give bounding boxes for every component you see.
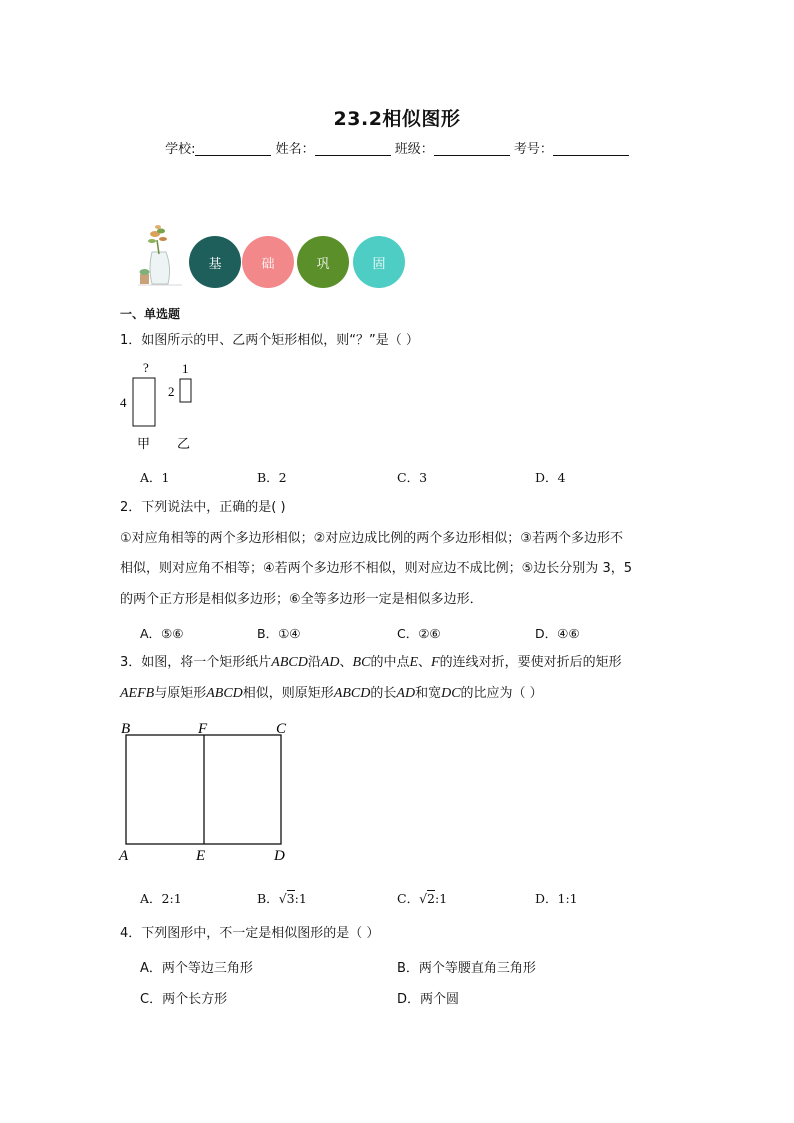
school-label: 学校: [165, 142, 196, 157]
banner-circle-3: 巩 [297, 236, 349, 288]
jia-top-label: ? [143, 360, 149, 375]
q3-option-a[interactable]: A．2:1 [140, 891, 182, 906]
q4-option-d[interactable]: D．两个圆 [397, 992, 460, 1007]
question-1-figure [115, 358, 215, 458]
student-info-row [0, 138, 794, 157]
sqrt-symbol: √ [278, 891, 287, 906]
question-3-figure [115, 716, 300, 866]
question-3-line-2: AEFB与原矩形ABCD相似，则原矩形ABCD的长AD和宽DC的比应为（ ） [120, 686, 543, 701]
question-2-stem: 2．下列说法中，正确的是( ) [120, 500, 286, 515]
class-label: 班级： [394, 142, 434, 157]
vertex-b: B [121, 721, 131, 737]
q4-option-a[interactable]: A．两个等边三角形 [140, 961, 253, 976]
question-2-line-3: 的两个正方形是相似多边形；⑥全等多边形一定是相似多边形． [120, 592, 483, 607]
name-blank[interactable] [315, 141, 391, 156]
q1-option-c[interactable]: C．3 [397, 470, 428, 485]
name-label: 姓名： [275, 142, 315, 157]
plant-vase-icon [138, 222, 184, 290]
school-blank[interactable] [195, 141, 271, 156]
question-3-line-1: 3．如图，将一个矩形纸片ABCD沿AD、BC的中点E、F的连线对折，要使对折后的矩形 [120, 655, 622, 670]
vertex-c: C [276, 721, 287, 737]
banner-circle-4: 固 [353, 236, 405, 288]
q2-option-b[interactable]: B．①④ [257, 626, 301, 641]
exam-no-blank[interactable] [553, 141, 629, 156]
q4-option-c[interactable]: C．两个长方形 [140, 992, 228, 1007]
class-blank[interactable] [434, 141, 510, 156]
question-1-stem: 1．如图所示的甲、乙两个矩形相似，则“？”是（ ） [120, 333, 419, 348]
vertex-e: E [196, 848, 206, 864]
question-2-line-2: 相似，则对应角不相等；④若两个多边形不相似，则对应边不成比例；⑤边长分别为 3，5 [120, 561, 632, 576]
section-title: 一、单选题 [120, 307, 181, 321]
q3-option-c[interactable]: C．√2:1 [397, 891, 448, 906]
sqrt-symbol: √ [419, 891, 428, 906]
q4-option-b[interactable]: B．两个等腰直角三角形 [397, 961, 536, 976]
jia-side-label: 4 [120, 395, 127, 410]
vertex-a: A [119, 848, 129, 864]
banner-circle-1: 基 [189, 236, 241, 288]
q2-option-c[interactable]: C．②⑥ [397, 626, 441, 641]
q3-option-b[interactable]: B．√3:1 [257, 891, 307, 906]
question-4-stem: 4．下列图形中，不一定是相似图形的是（ ） [120, 926, 380, 941]
vertex-d: D [274, 848, 285, 864]
banner-circle-2: 础 [242, 236, 294, 288]
q1-option-a[interactable]: A．1 [140, 470, 170, 485]
exam-no-label: 考号： [513, 142, 553, 157]
q3-option-d[interactable]: D．1:1 [535, 891, 578, 906]
q2-option-a[interactable]: A．⑤⑥ [140, 626, 184, 641]
q1-option-d[interactable]: D．4 [535, 470, 566, 485]
question-2-line-1: ①对应角相等的两个多边形相似；②对应边成比例的两个多边形相似；③若两个多边形不 [120, 531, 623, 546]
q1-option-b[interactable]: B．2 [257, 470, 287, 485]
vertex-f: F [198, 721, 208, 737]
page-title: 23.2相似图形 [333, 108, 461, 130]
q2-option-d[interactable]: D．④⑥ [535, 626, 580, 641]
jia-name: 甲 [137, 436, 151, 451]
yi-top-label: 1 [182, 361, 189, 376]
yi-name: 乙 [177, 436, 191, 451]
yi-side-label: 2 [168, 384, 175, 399]
